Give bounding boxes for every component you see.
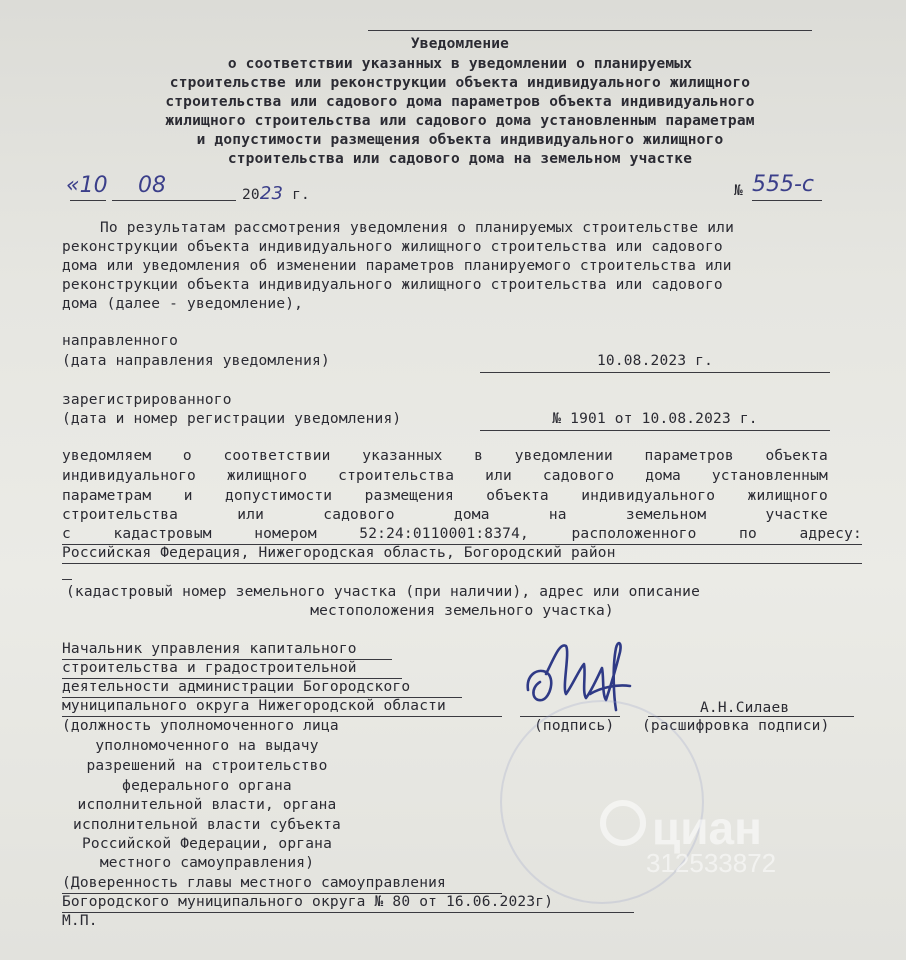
position-caption: разрешений на строительство <box>86 758 328 774</box>
subtitle-line: строительства или садового дома параметров объекта индивидуального <box>165 94 755 110</box>
position-caption: исполнительной власти, органа <box>77 797 337 813</box>
date-day: «10 <box>66 173 108 198</box>
notice-word: по <box>739 526 757 542</box>
notice-line <box>62 507 828 523</box>
date-month-line <box>112 200 236 201</box>
proxy-underline <box>62 912 634 913</box>
watermark-logo-icon <box>600 800 646 846</box>
address-dash <box>62 579 72 580</box>
notice-word: размещения <box>364 488 454 504</box>
subtitle-line: строительстве или реконструкции объекта индивидуального жилищного <box>169 75 751 91</box>
notice-word: расположенного <box>571 526 697 542</box>
notice-word: объекта <box>765 448 828 464</box>
position-caption: Российской Федерации, органа <box>81 836 333 852</box>
notice-word: строительства <box>62 507 179 523</box>
notice-word: указанных <box>362 448 443 464</box>
notice-word: с <box>62 526 71 542</box>
sent-caption: (дата направления уведомления) <box>62 353 330 369</box>
intro-line: дома или уведомления об изменении параметров планируемого строительства или <box>62 258 732 274</box>
notice-word: адресу: <box>799 526 862 542</box>
official-line: строительства и градостроительной <box>62 660 357 676</box>
doc-number: 555-с <box>752 172 815 197</box>
position-caption: (должность уполномоченного лица <box>62 718 339 734</box>
notice-word: соответствии <box>223 448 331 464</box>
notice-word: о <box>182 448 192 464</box>
notice-word: строительства <box>338 468 455 484</box>
seal-place: М.П. <box>62 913 98 929</box>
subtitle-line: и допустимости размещения объекта индивидуального жилищного <box>196 132 724 148</box>
date-day-line <box>70 200 106 201</box>
position-caption: уполномоченного на выдачу <box>95 738 319 754</box>
notice-word: индивидуального <box>62 468 196 484</box>
address-line <box>62 563 862 564</box>
notice-word: индивидуального <box>581 488 716 504</box>
notice-line <box>62 448 828 464</box>
notice-word: и <box>183 488 193 504</box>
registered-label: зарегистрированного <box>62 392 232 408</box>
notice-word: жилищного <box>747 488 828 504</box>
intro-line: реконструкции объекта индивидуального жилищного строительства или садового <box>62 239 723 255</box>
position-caption: федерального органа <box>122 778 292 794</box>
address-caption: местоположения земельного участка) <box>310 603 614 619</box>
document-title: Уведомление <box>410 36 510 52</box>
doc-number-line <box>752 200 822 201</box>
watermark-logo: циан <box>600 800 762 855</box>
signer-name: А.Н.Силаев <box>700 700 790 716</box>
notice-word: уведомляем <box>62 448 152 464</box>
date-month: 08 <box>138 173 166 198</box>
watermark-id: 312533872 <box>646 848 777 878</box>
official-line: деятельности администрации Богородского <box>62 679 411 695</box>
notice-word: или <box>485 468 512 484</box>
notice-word: жилищного <box>226 468 308 484</box>
notice-word: параметров <box>644 448 734 464</box>
notice-word: или <box>237 507 265 523</box>
notice-word: земельном <box>625 507 707 523</box>
notice-word: на <box>548 507 567 523</box>
intro-line: реконструкции объекта индивидуального жилищного строительства или садового <box>62 277 723 293</box>
top-rule <box>368 30 812 31</box>
notice-word: дома <box>645 468 681 484</box>
position-caption: исполнительной власти субъекта <box>73 817 341 833</box>
date-year: 2023 г. <box>242 183 310 204</box>
official-line: Начальник управления капитального <box>62 641 357 657</box>
notice-word: участке <box>765 507 828 523</box>
decode-caption: (расшифровка подписи) <box>642 718 830 734</box>
notice-word: кадастровым <box>113 526 212 542</box>
subtitle-line: строительства или садового дома на земельном участке <box>227 151 693 167</box>
official-line: муниципального округа Нижегородской области <box>62 698 446 714</box>
notice-word: установленным <box>711 468 828 484</box>
signature-caption: (подпись) <box>534 718 615 734</box>
sent-value: 10.08.2023 г. <box>596 353 714 369</box>
proxy-line: (Доверенность главы местного самоуправления <box>62 875 446 891</box>
notice-word: в <box>474 448 484 464</box>
doc-number-prefix: № <box>734 183 743 199</box>
position-caption: местного самоуправления) <box>99 855 315 871</box>
notice-word: 52:24:0110001:8374, <box>359 526 529 542</box>
notice-line <box>62 488 828 504</box>
notice-line <box>62 526 862 542</box>
official-underline <box>62 716 502 717</box>
notice-word: уведомлении <box>514 448 613 464</box>
decode-line <box>648 716 854 717</box>
notice-word: садового <box>542 468 615 484</box>
subtitle-line: жилищного строительства или садового дома установленным параметрам <box>165 113 755 129</box>
registered-value: № 1901 от 10.08.2023 г. <box>552 411 758 427</box>
notice-line <box>62 468 828 484</box>
address-caption: (кадастровый номер земельного участка (при наличии), адрес или описание <box>66 584 701 600</box>
notice-word: номером <box>254 526 317 542</box>
sent-line <box>480 372 830 373</box>
notice-word: дома <box>453 507 490 523</box>
notice-word: садового <box>323 507 395 523</box>
address-value: Российская Федерация, Нижегородская область, Богородский район <box>62 545 616 561</box>
sent-label: направленного <box>62 333 179 349</box>
subtitle-line: о соответствии указанных в уведомлении о планируемых <box>227 56 693 72</box>
notice-word: параметрам <box>62 488 152 504</box>
notice-word: объекта <box>486 488 549 504</box>
intro-line: дома (далее - уведомление), <box>62 296 304 312</box>
registered-caption: (дата и номер регистрации уведомления) <box>62 411 402 427</box>
intro-line: По результатам рассмотрения уведомления о планируемых строительстве или <box>100 220 735 236</box>
registered-line <box>480 430 830 431</box>
proxy-line: Богородского муниципального округа № 80 от 16.06.2023г) <box>62 894 554 910</box>
notice-word: допустимости <box>225 488 333 504</box>
